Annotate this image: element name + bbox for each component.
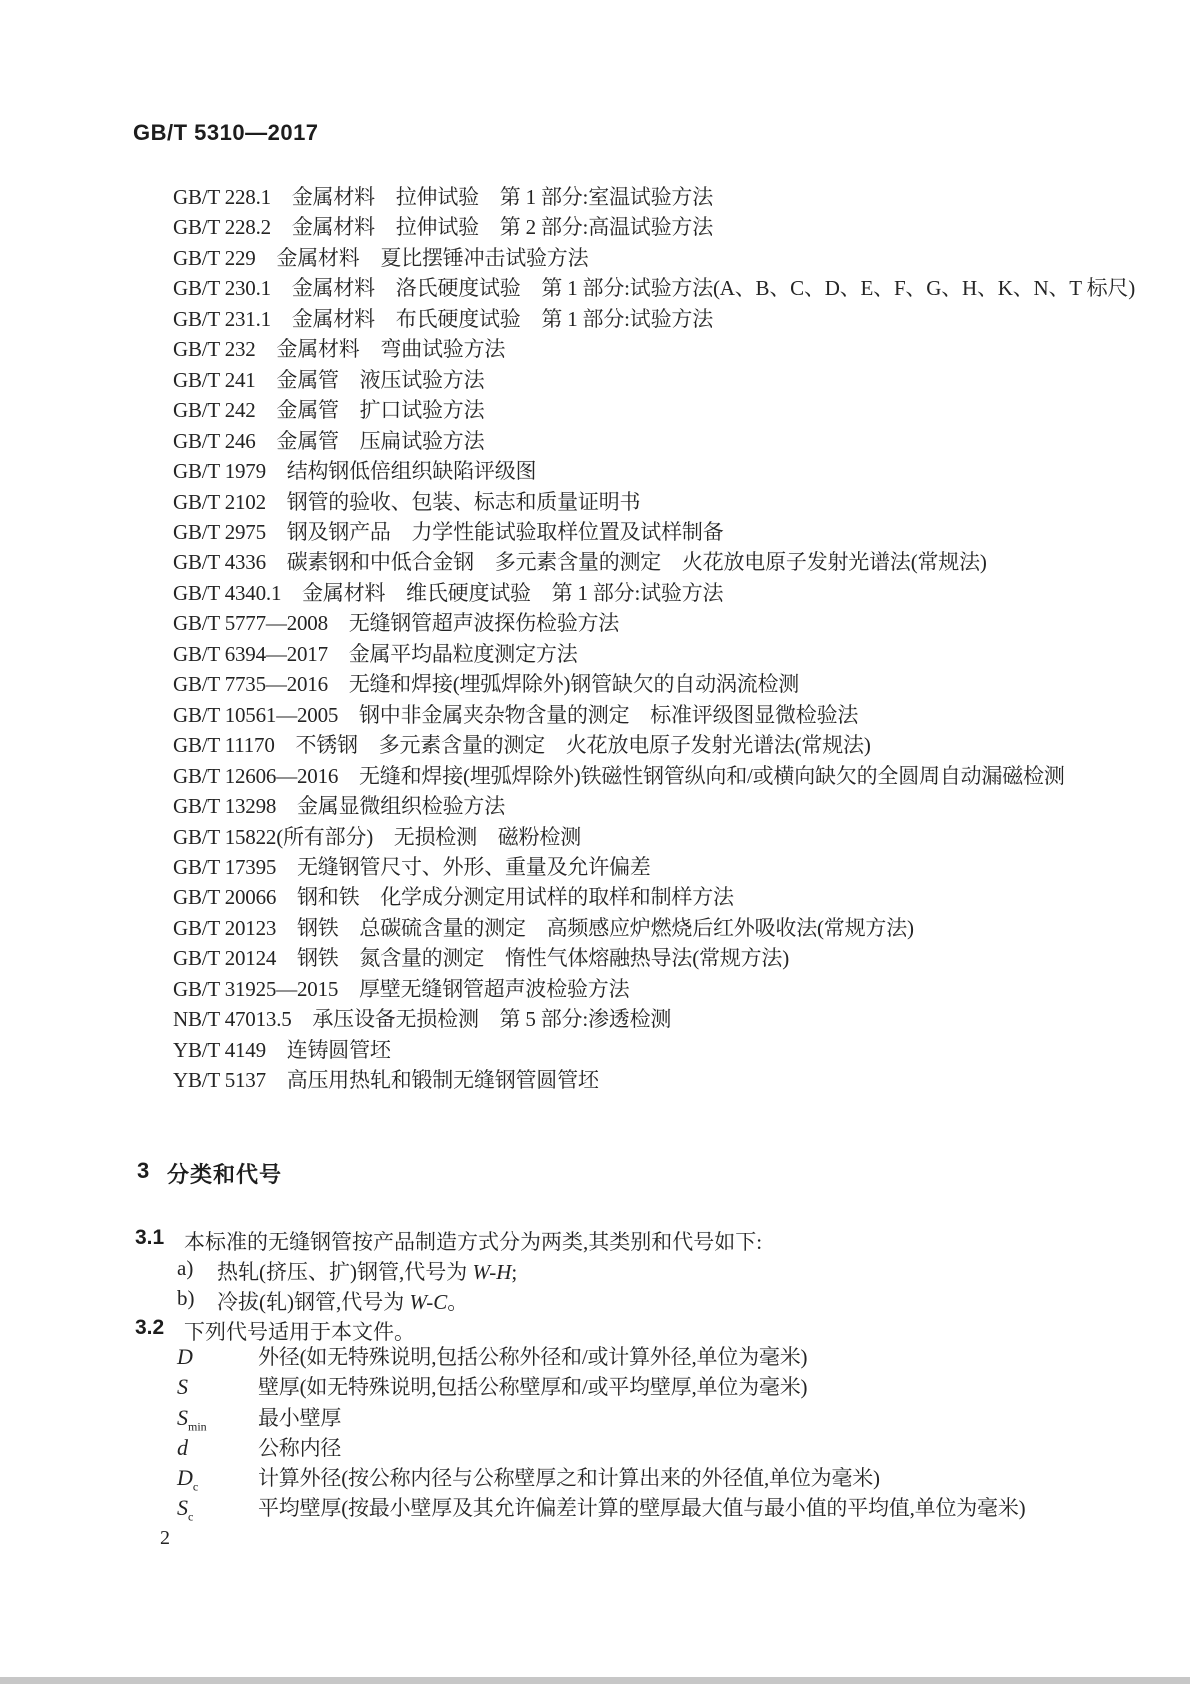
reference-item: GB/T 246 金属管 压扁试验方法 (173, 428, 485, 453)
list-item-text (217, 1260, 517, 1284)
reference-item: GB/T 5777—2008 无缝钢管超声波探伤检验方法 (173, 611, 620, 636)
symbol-letter: D (177, 1465, 193, 1491)
symbol-row (110, 1493, 1120, 1523)
normative-references-list (110, 182, 1135, 1096)
symbol-letter: d (177, 1434, 188, 1460)
reference-item: GB/T 242 金属管 扩口试验方法 (173, 398, 485, 423)
symbol-row (110, 1372, 1120, 1402)
symbol (177, 1493, 193, 1532)
symbol-letter: S (177, 1495, 188, 1521)
symbol-definition: 计算外径(按公称内径与公称壁厚之和计算出来的外径值,单位为毫米) (258, 1466, 880, 1491)
reference-item: GB/T 4340.1 金属材料 维氏硬度试验 第 1 部分:试验方法 (173, 580, 724, 605)
list-item-text-post: 。 (447, 1290, 469, 1314)
reference-item: GB/T 231.1 金属材料 布氏硬度试验 第 1 部分:试验方法 (173, 306, 713, 331)
scan-bottom-edge (0, 1677, 1190, 1684)
reference-item: GB/T 241 金属管 液压试验方法 (173, 367, 485, 392)
clause-text: 本标准的无缝钢管按产品制造方式分为两类,其类别和代号如下: (184, 1230, 763, 1254)
clause-number: 3.2 (135, 1316, 165, 1339)
reference-item: GB/T 4336 碳素钢和中低合金钢 多元素含量的测定 火花放电原子发射光谱法(常规法) (173, 550, 987, 575)
symbol-definition: 外径(如无特殊说明,包括公称外径和/或计算外径,单位为毫米) (258, 1345, 808, 1369)
reference-item: GB/T 11170 不锈钢 多元素含量的测定 火花放电原子发射光谱法(常规法) (173, 733, 871, 758)
clause-3-1 (110, 1226, 1090, 1256)
reference-item: GB/T 229 金属材料 夏比摆锤冲击试验方法 (173, 245, 589, 270)
symbol-letter: S (177, 1404, 188, 1430)
symbol-row (110, 1342, 1120, 1372)
reference-item: GB/T 2102 钢管的验收、包装、标志和质量证明书 (173, 489, 641, 514)
symbol-letter: D (177, 1344, 193, 1369)
reference-item: GB/T 20066 钢和铁 化学成分测定用试样的取样和制样方法 (173, 885, 734, 910)
type-code: W-C (409, 1290, 448, 1314)
symbol-row (110, 1433, 1120, 1463)
symbol-definition: 平均壁厚(按最小壁厚及其允许偏差计算的壁厚最大值与最小值的平均值,单位为毫米) (258, 1496, 1026, 1521)
list-item-text-pre: 热轧(挤压、扩)钢管,代号为 (217, 1260, 473, 1284)
reference-item: GB/T 228.1 金属材料 拉伸试验 第 1 部分:室温试验方法 (173, 185, 713, 209)
reference-item: GB/T 232 金属材料 弯曲试验方法 (173, 337, 506, 362)
symbol-definitions-list (110, 1342, 1120, 1524)
type-list-item-b (110, 1286, 1090, 1316)
page-number: 2 (160, 1527, 170, 1549)
section-title: 分类和代号 (167, 1162, 283, 1187)
symbol-letter: S (177, 1374, 188, 1400)
list-item-text-pre: 冷拔(轧)钢管,代号为 (217, 1290, 410, 1314)
reference-item: GB/T 20124 钢铁 氮含量的测定 惰性气体熔融热导法(常规方法) (173, 946, 789, 971)
reference-item: YB/T 4149 连铸圆管坯 (173, 1037, 391, 1062)
symbol-subscript: c (192, 1479, 199, 1494)
clause-text: 下列代号适用于本文件。 (184, 1320, 415, 1344)
section-3-heading (110, 1158, 282, 1189)
reference-item: GB/T 228.2 金属材料 拉伸试验 第 2 部分:高温试验方法 (173, 215, 713, 240)
reference-item: GB/T 13298 金属显微组织检验方法 (173, 794, 506, 819)
reference-item: GB/T 2975 钢及钢产品 力学性能试验取样位置及试样制备 (173, 519, 724, 544)
list-item-label: a) (177, 1256, 194, 1280)
reference-item: GB/T 7735—2016 无缝和焊接(埋弧焊除外)钢管缺欠的自动涡流检测 (173, 672, 800, 697)
reference-item: NB/T 47013.5 承压设备无损检测 第 5 部分:渗透检测 (173, 1007, 672, 1032)
clause-number: 3.1 (135, 1226, 165, 1249)
section-number: 3 (137, 1158, 150, 1183)
symbol-subscript: min (188, 1418, 207, 1433)
reference-item: GB/T 20123 钢铁 总碳硫含量的测定 高频感应炉燃烧后红外吸收法(常规方法) (173, 915, 914, 940)
symbol-definition: 公称内径 (258, 1435, 342, 1460)
reference-item: GB/T 31925—2015 厚壁无缝钢管超声波检验方法 (173, 976, 630, 1001)
standard-number-header: GB/T 5310—2017 (133, 120, 319, 145)
reference-item: GB/T 10561—2005 钢中非金属夹杂物含量的测定 标准评级图显微检验法 (173, 702, 859, 727)
reference-item: GB/T 6394—2017 金属平均晶粒度测定方法 (173, 641, 578, 666)
reference-item: GB/T 230.1 金属材料 洛氏硬度试验 第 1 部分:试验方法(A、B、C、D、E、F、G、H、K、N、T 标尺) (173, 276, 1135, 301)
list-item-text (217, 1290, 468, 1314)
type-list-item-a (110, 1256, 1090, 1286)
symbol-subscript: c (188, 1509, 194, 1524)
reference-item: GB/T 12606—2016 无缝和焊接(埋弧焊除外)铁磁性钢管纵向和/或横向缺欠的全圆周自动漏磁检测 (173, 763, 1065, 788)
symbol-definition: 最小壁厚 (258, 1405, 342, 1430)
list-item-text-post: ; (511, 1260, 518, 1284)
list-item-label: b) (177, 1286, 195, 1310)
reference-item: GB/T 1979 结构钢低倍组织缺陷评级图 (173, 459, 537, 484)
symbol-row (110, 1403, 1120, 1433)
reference-item: GB/T 15822(所有部分) 无损检测 磁粉检测 (173, 824, 581, 849)
type-code: W-H (472, 1260, 512, 1284)
symbol-row (110, 1463, 1120, 1493)
reference-item: GB/T 17395 无缝钢管尺寸、外形、重量及允许偏差 (173, 854, 651, 879)
symbol-definition: 壁厚(如无特殊说明,包括公称壁厚和/或平均壁厚,单位为毫米) (258, 1375, 808, 1400)
reference-item: YB/T 5137 高压用热轧和锻制无缝钢管圆管坯 (173, 1068, 599, 1093)
